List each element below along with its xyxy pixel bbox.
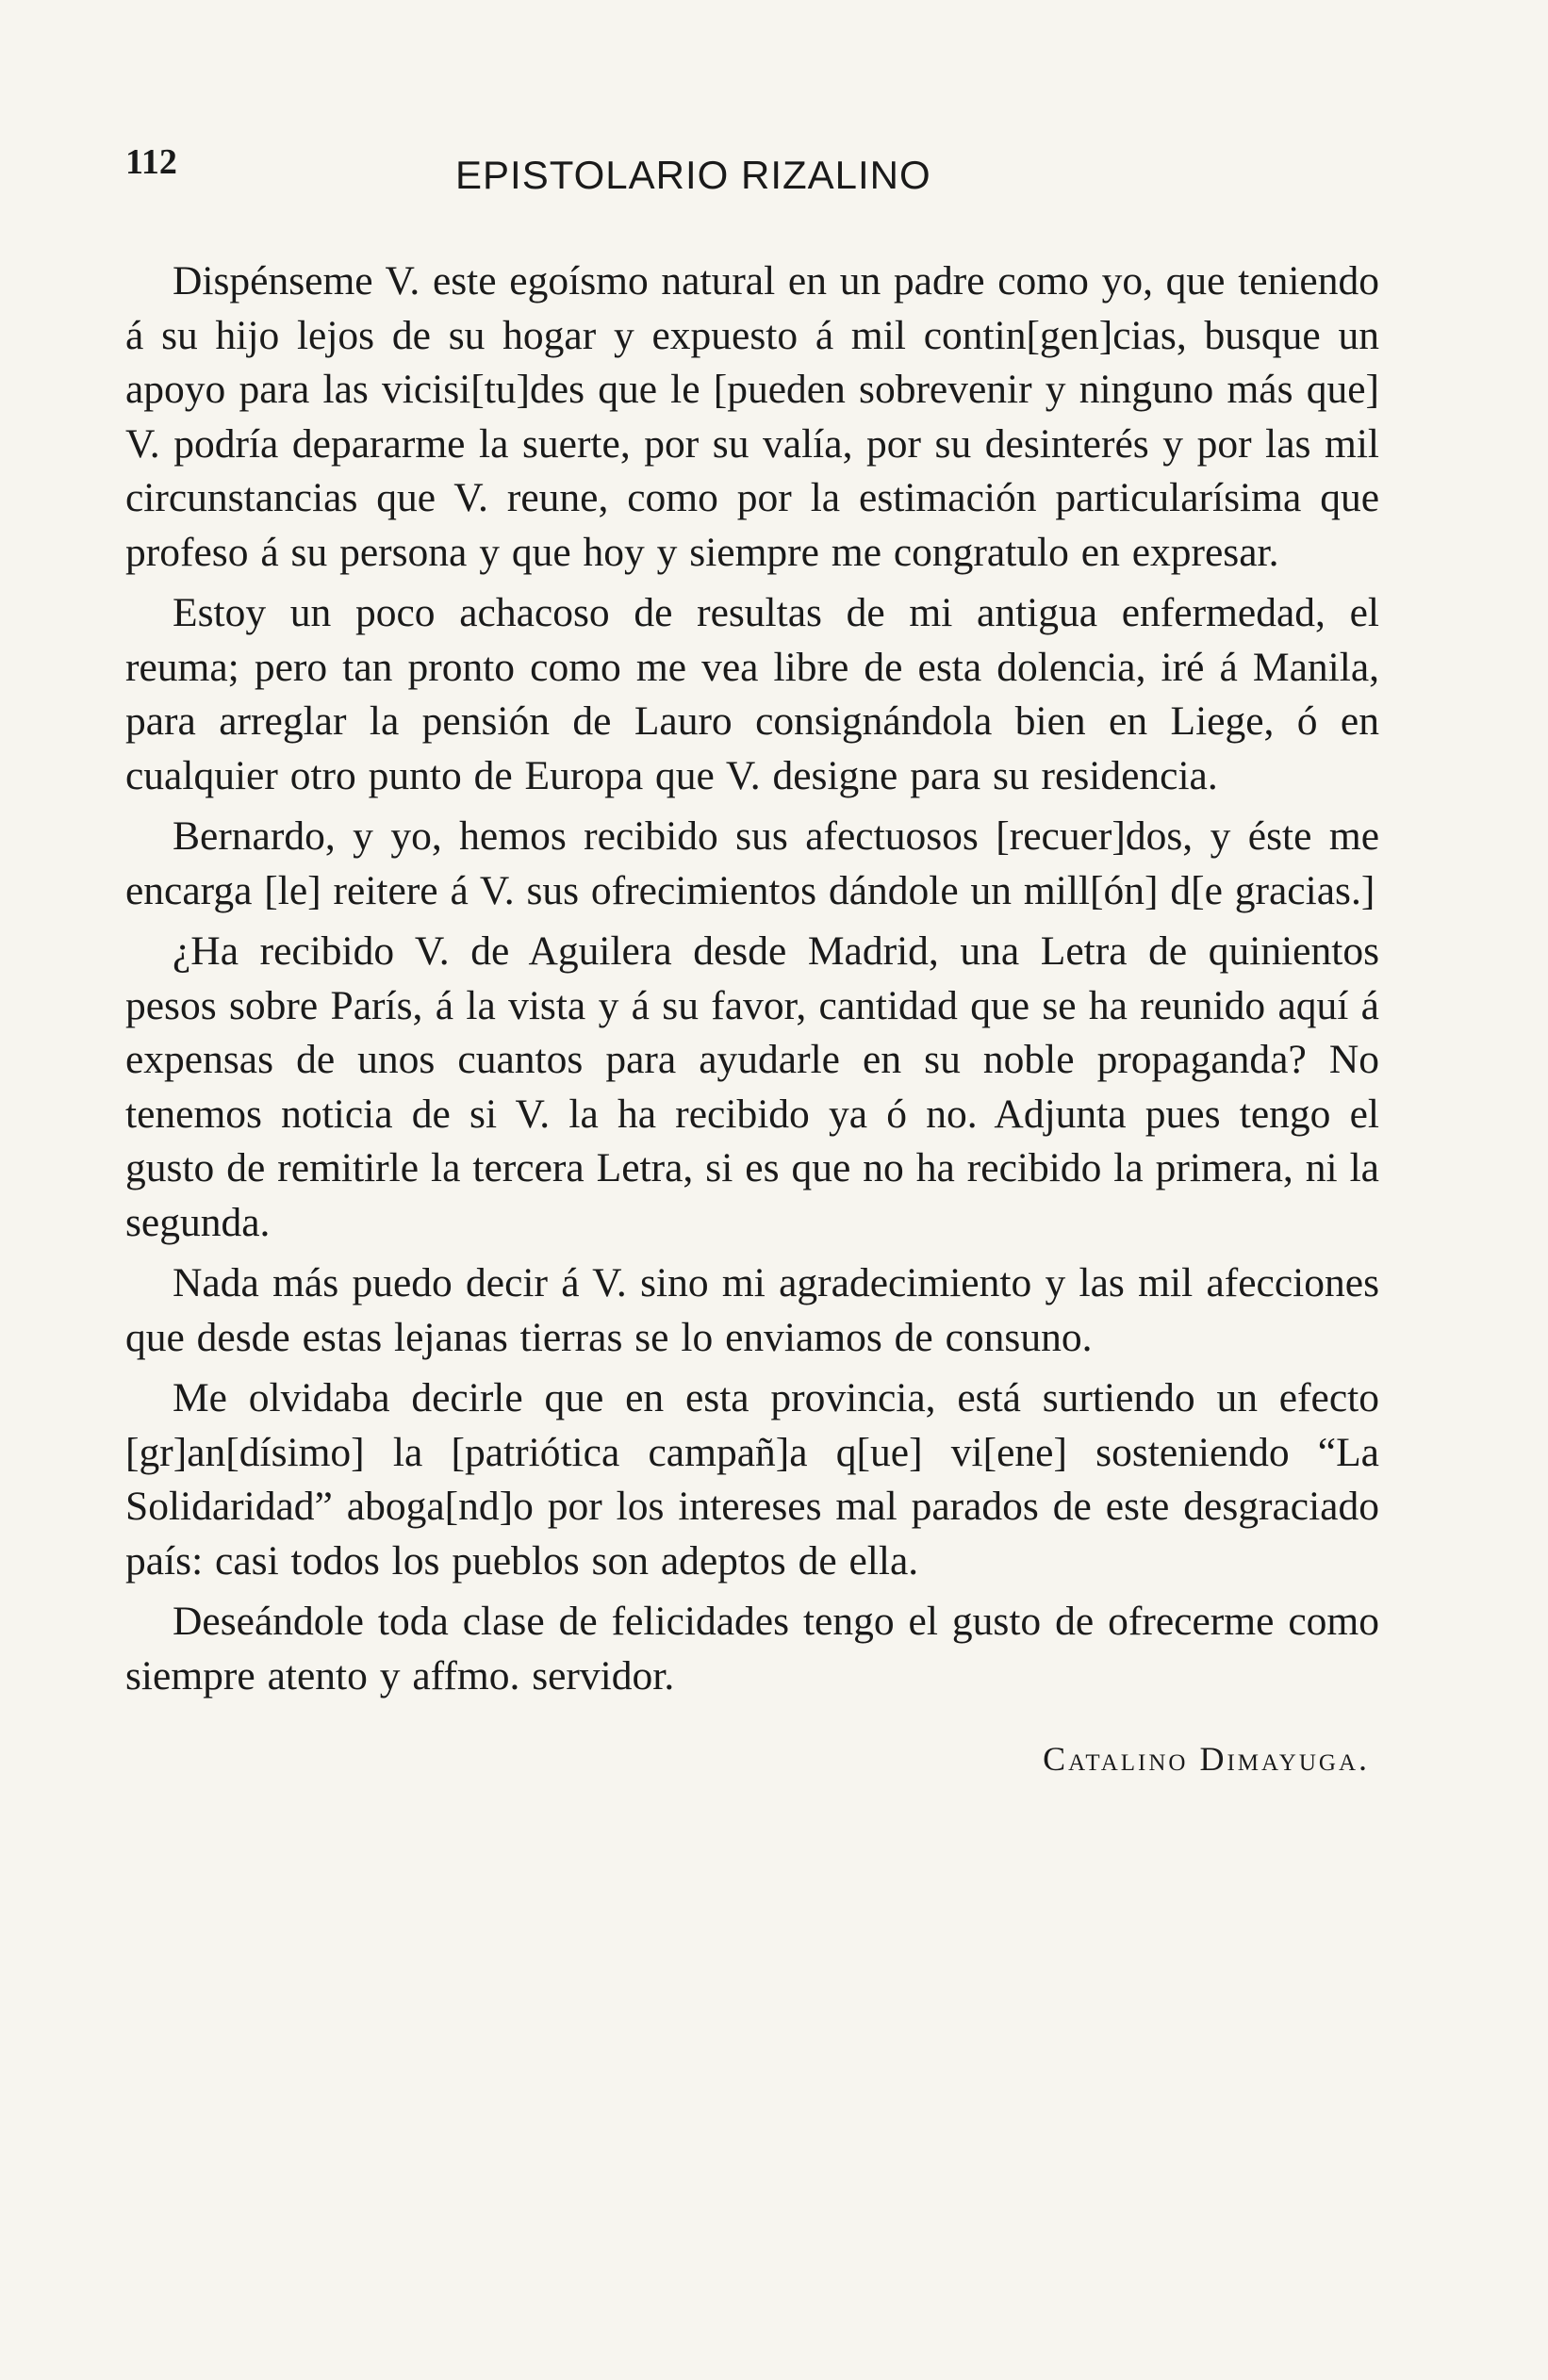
paragraph-6: Me olvidaba decirle que en esta provincia, está surtiendo un efecto [gr]an[dísimo] la [patriótica campañ]a q[ue] vi[ene] sosteniendo “La Solidaridad” aboga[nd]o por los intereses mal parados de este desgraciado país: casi todos los pueblos son adeptos de ella. xyxy=(125,1375,1379,1584)
paragraph-4: ¿Ha recibido V. de Aguilera desde Madrid, una Letra de quinientos pesos sobre París, á la vista y á su favor, cantidad que se ha reunido aquí á expensas de unos cuantos para ayudarle en su noble propaganda? No tenemos noticia de si V. la ha recibido ya ó no. Adjunta pues tengo el gusto de remitirle la tercera Letra, si es que no ha recibido la primera, ni la segunda. xyxy=(125,928,1379,1245)
page-header xyxy=(125,141,1379,217)
paragraph-3: Bernardo, y yo, hemos recibido sus afectuosos [recuer]dos, y éste me encarga [le] reitere á V. sus ofrecimientos dándole un mill[ón] d[e gracias.] xyxy=(125,813,1379,913)
page-number: 112 xyxy=(125,142,177,182)
paragraph-1: Dispénseme V. este egoísmo natural en un padre como yo, que teniendo á su hijo lejos de su hogar y expuesto á mil contin[gen]cias, busque un apoyo para las vicisi[tu]des que le [pueden sobrevenir y ninguno más que] V. podría depararme la suerte, por su valía, por su desinterés y por las mil circunstancias que V. reune, como por la estimación particularísima que profeso á su persona y que hoy y siempre me congratulo en expresar. xyxy=(125,258,1379,575)
paragraph-5: Nada más puedo decir á V. sino mi agradecimiento y las mil afecciones que desde estas lejanas tierras se lo enviamos de consuno. xyxy=(125,1260,1379,1360)
signature: Catalino Dimayuga. xyxy=(1043,1740,1370,1778)
running-head: EPISTOLARIO RIZALINO xyxy=(455,153,931,197)
paragraph-7: Deseándole toda clase de felicidades tengo el gusto de ofrecerme como siempre atento y affmo. servidor. xyxy=(125,1599,1379,1699)
book-page xyxy=(125,141,1379,1779)
paragraph-2: Estoy un poco achacoso de resultas de mi antigua enfermedad, el reuma; pero tan pronto como me vea libre de esta dolencia, iré á Manila, para arreglar la pensión de Lauro consignándola bien en Liege, ó en cualquier otro punto de Europa que V. designe para su residencia. xyxy=(125,590,1379,798)
letter-body xyxy=(125,254,1379,1703)
